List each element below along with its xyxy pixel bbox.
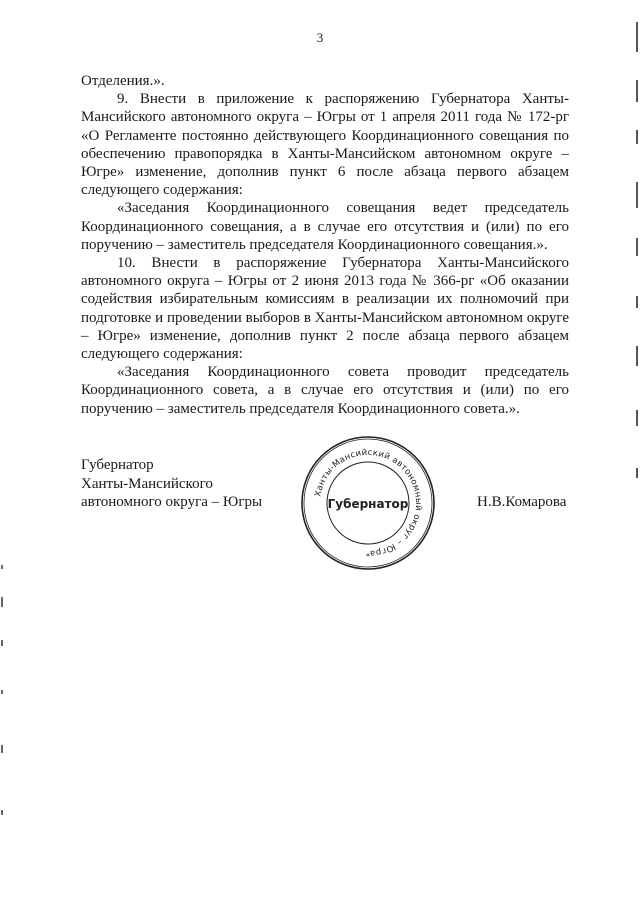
seal-center-text: Губернатор bbox=[327, 497, 409, 511]
seal-ring-text: Ханты-Мансийский автономный округ – Югра bbox=[313, 447, 424, 559]
paragraph-item-10: 10. Внести в распоряжение Губернатора Ханты-Мансийского автономного округа – Югры от 2 июня 2013 года № 366-рг «Об оказании содействия избирательным комиссиям в реализации их полномочий при подготовке и проведении выборов в Ханты-Мансийском автономном округе – Югре» изменение, дополнив пункт 2 после абзаца первого абзацем следующего содержания: bbox=[81, 255, 569, 363]
seal-star-icon: * bbox=[366, 552, 370, 561]
document-body bbox=[81, 72, 569, 418]
official-seal bbox=[298, 433, 438, 573]
signatory-title-line: Губернатор bbox=[81, 457, 154, 473]
paragraph-continuation: Отделения.». bbox=[81, 73, 165, 89]
paragraph-item-9: 9. Внести в приложение к распоряжению Губернатора Ханты-Мансийского автономного округа – Югры от 1 апреля 2011 года № 172-рг «О Регламенте постоянно действующего Координационного совещания по обеспечению правопорядка в Ханты-Мансийском автономном округе – Югре» изменение, дополнив пункт 6 после абзаца первого абзацем следующего содержания: bbox=[81, 91, 569, 199]
signatory-name: Н.В.Комарова bbox=[477, 494, 567, 510]
scan-margin-artifacts bbox=[632, 0, 638, 905]
scan-left-margin-artifacts bbox=[0, 0, 5, 905]
page-number: 3 bbox=[316, 30, 324, 45]
signatory-title-line: автономного округа – Югры bbox=[81, 494, 263, 510]
paragraph-quote-1: «Заседания Координационного совещания ведет председатель Координационного совещания, а в случае его отсутствия и (или) по его поручению – заместитель председателя Координационного совещания.». bbox=[81, 200, 569, 253]
signatory-title-line: Ханты-Мансийского bbox=[81, 475, 213, 492]
paragraph-quote-2: «Заседания Координационного совета проводит председатель Координационного совета, а в случае его отсутствия и (или) по его поручению – заместитель председателя Координационного совета.». bbox=[81, 364, 569, 417]
